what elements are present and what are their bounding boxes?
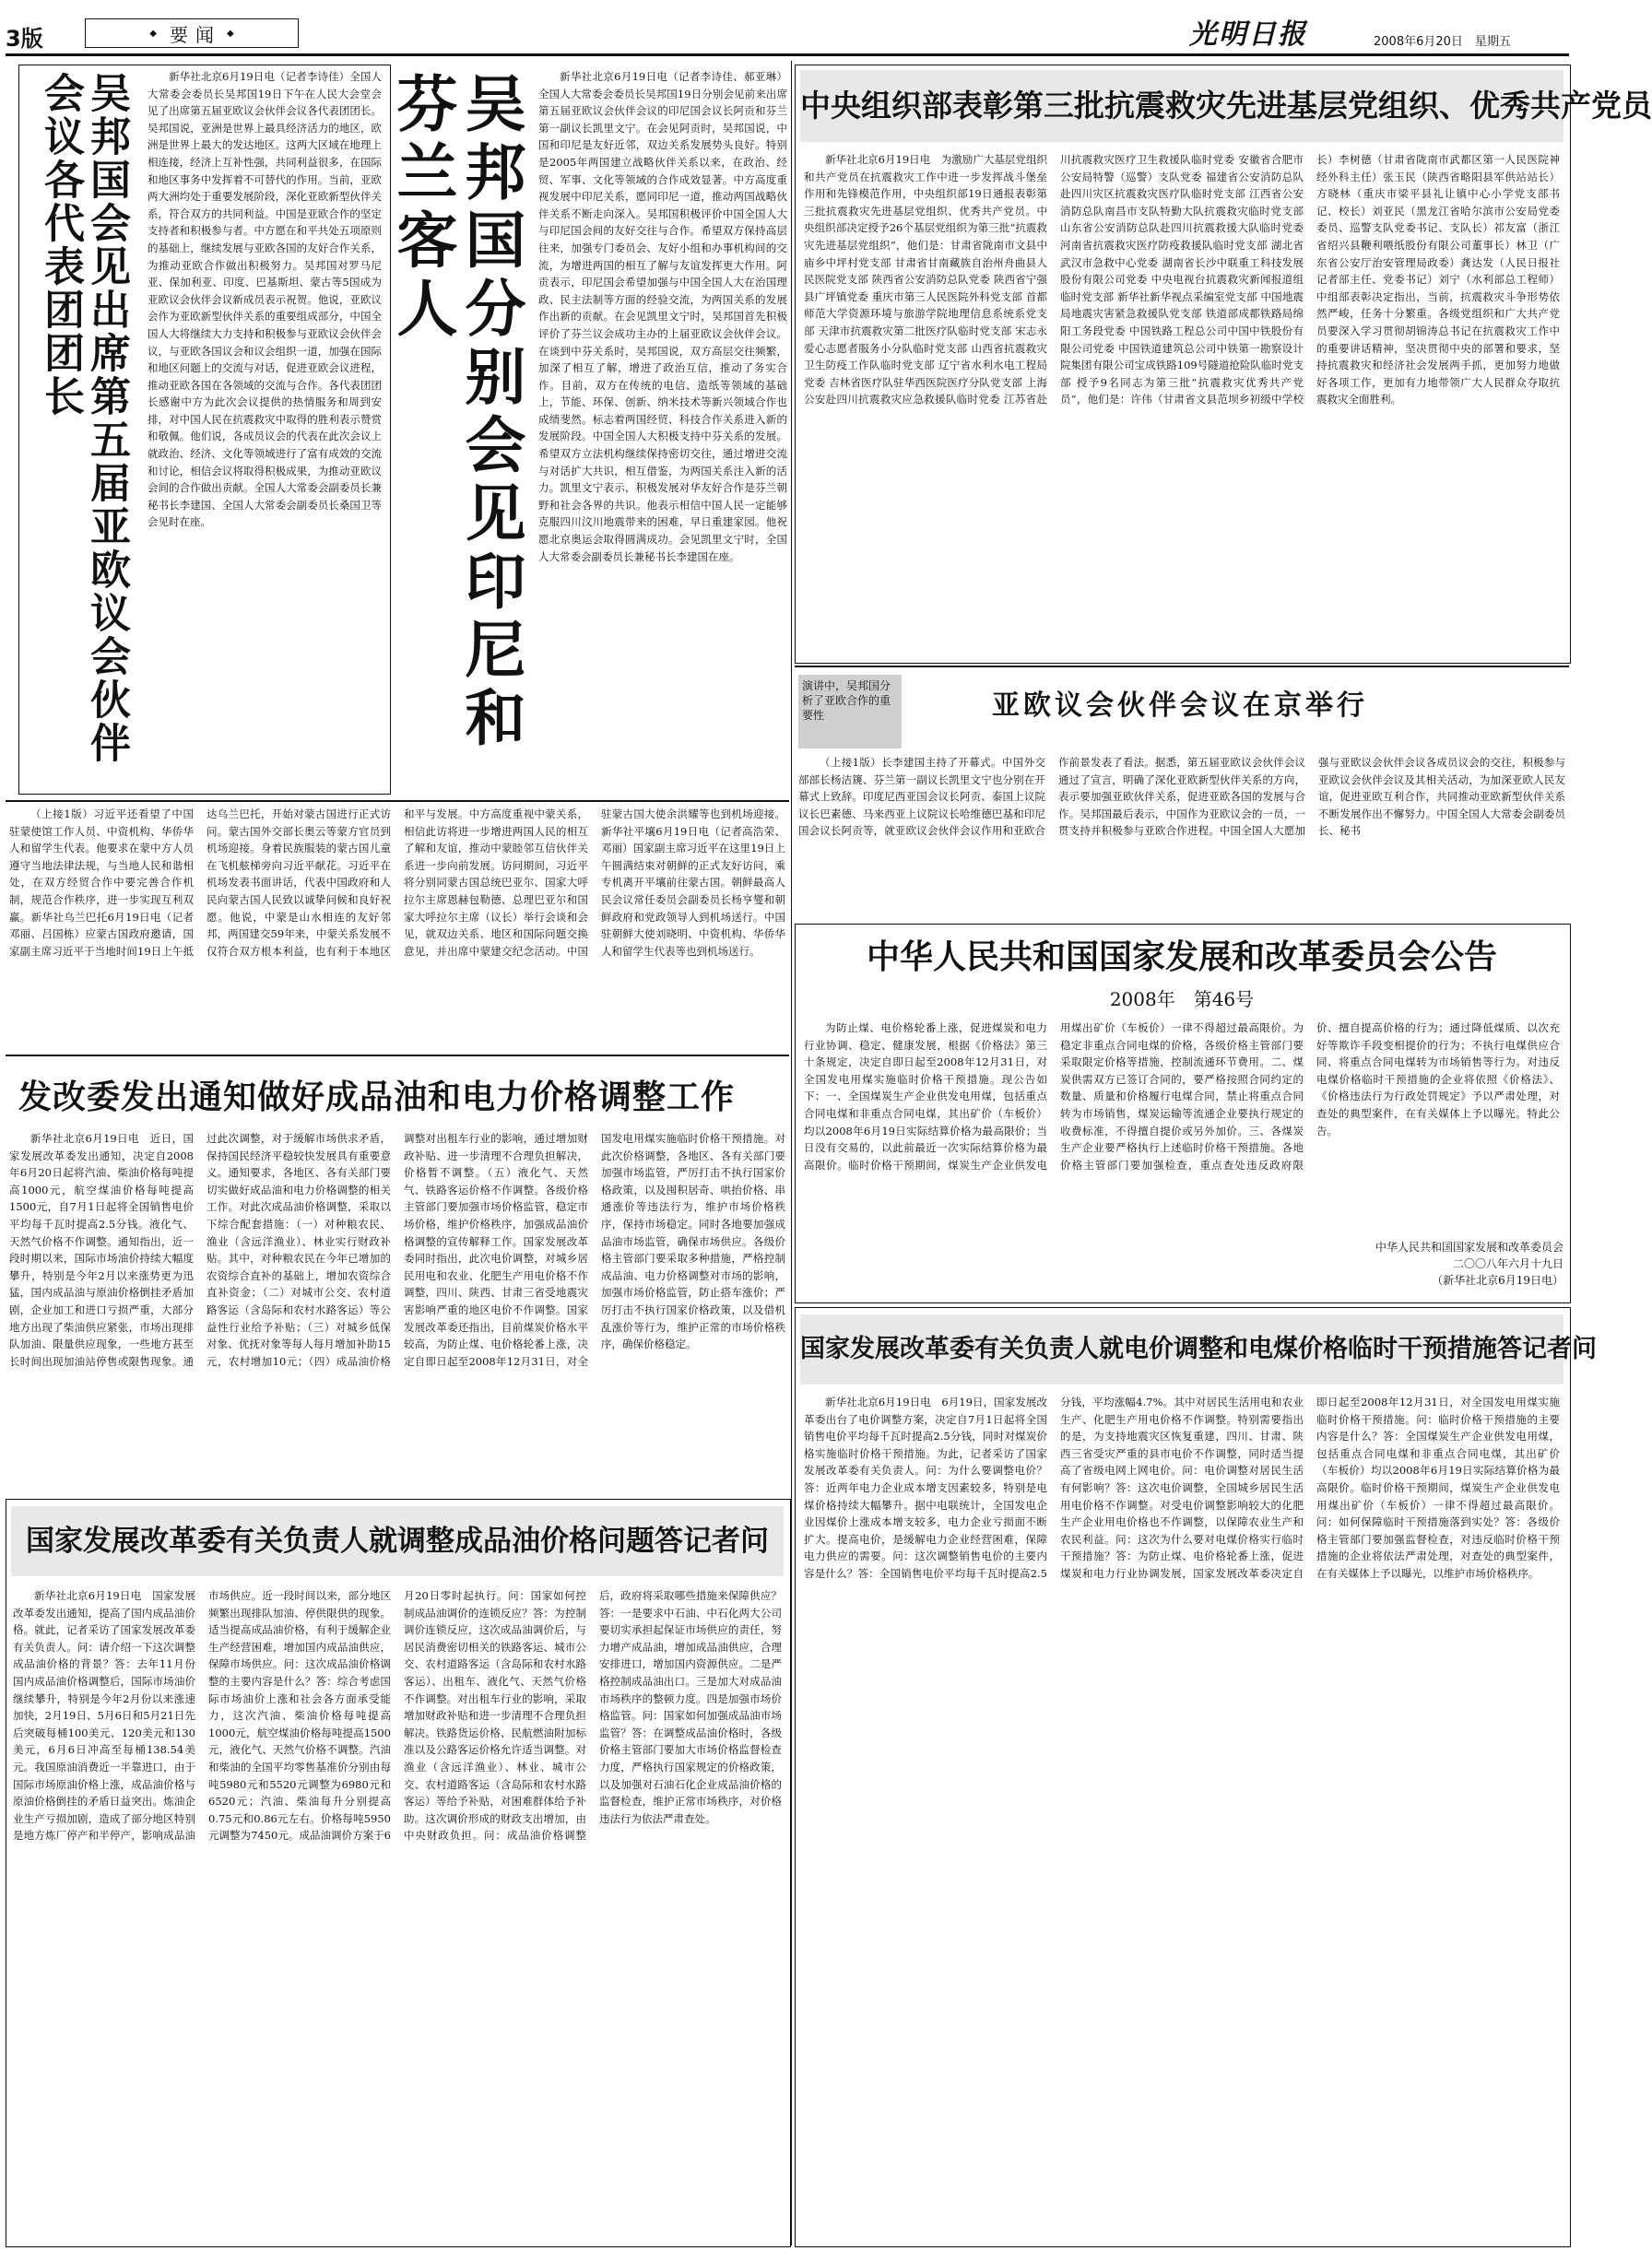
story8-text: 新华社北京6月19日电 国家发展改革委发出通知，提高了国内成品油价格。就此，记者采访了国家发展改革委有关负责人。问：请介绍一下这次调整成品油价格的背景？答：去年11月份国内成品油价格调整后，国际市场油价继续攀升，特别是今年2月份以来涨速加快，2月19日、5月6日和5月21日先后突破每桶100美元、120美元和130美元，6月6日冲高至每桶138.54美元。我国原油消费近一半靠进口，由于国际市场原油价格上涨，成品油价格与原油价格倒挂的矛盾日益突出。炼油企业生产亏损加剧，造成了部分地区特别是地方炼厂停产和半停产，影响成品油市场供应。近一段时间以来，部分地区频繁出现排队加油、停供限供的现象。适当提高成品油价格，有利于缓解企业生产经营困难，增加国内成品油供应，保障市场供应。问：这次成品油价格调整的主要内容是什么？答：综合考虑国际市场油价上涨和社会各方面承受能力，这次汽油、柴油价格每吨提高1000元，航空煤油价格每吨提高1500元，液化气、天然气价格不调整。汽油和柴油的全国平均零售基准价分别由每吨5980元和5520元调整为6980元和6520元；汽油、柴油每升分别提高0.75元和0.86元左右。价格每吨5950元调整为7450元。成品油调价方案于6月20日零时起执行。问：国家如何控制成品油调价的连锁反应？答：为控制调价连锁反应，这次成品油调价后，与居民消费密切相关的铁路客运、城市公交、农村道路客运（含岛际和农村水路客运）、出租车、液化气、天然气价格不作调整。对出租车行业的影响，采取增加财政补贴和进一步清理不合理负担解决。铁路货运价格、民航燃油附加标准以及公路客运价格允许适当调整。对渔业（含远洋渔业）、林业、城市公交、农村道路客运（含岛际和农村水路客运）等给予补贴，对困难群体给予补助。这次调价形成的财政支出增加，由中央财政负担。问：成品油价格调整后，政府将采取哪些措施来保障供应？答：一是要求中石油、中石化两大公司要切实承担起保证市场供应的责任，努力增产成品油，增加成品油供应，合理安排进口，增加国内资源供应。二是严格控制成品油出口。三是加大对成品油市场秩序的整顿力度。四是加强市场价格监管。问：国家如何加强成品油市场监管？答：在调整成品油价格时，各级价格主管部门要加大市场价格监督检查力度，严格执行国家规定的价格政策，以及加强对石油石化企业成品油价格的监督检查，维护正常市场秩序，对价格违法行为依法严肃查处。 — [13, 1589, 782, 1843]
story8-body — [13, 1587, 782, 2238]
story4-text: （上接1版）长李建国主持了开幕式。中国外交部部长杨洁篪、芬兰第一副议长凯里文宁也分别在开幕式上致辞。印度尼西亚国会议长阿贡、泰国上议院议长巴素德、马来西亚上议院议长哈维德巴基和印尼国会议长阿贡等，就亚欧议会伙伴会议作用和亚欧合作前景发表了看法。据悉，第五届亚欧议会伙伴会议通过了宣言，明确了深化亚欧新型伙伴关系的方向，表示要加强亚欧伙伴关系，促进亚欧各国的发展与合作。吴邦国最后表示，中国作为亚欧议会的一员，一贯支持并积极参与亚欧合作进程。中国全国人大愿加强与亚欧议会伙伴会议各成员议会的交往，积极参与亚欧议会伙伴会议及其相关活动，为加深亚欧人民友谊，促进亚欧互利合作，共同推动亚欧新型伙伴关系不断发展作出不懈努力。中国全国人大常委会副委员长、秘书 — [798, 756, 1565, 838]
story1-text: 新华社北京6月19日电（记者李诗佳）全国人大常委会委员长吴邦国19日下午在人民大会堂会见了出席第五届亚欧议会伙伴会议各代表团团长。吴邦国说，亚洲是世界上最具经济活力的地区，欧洲是世界上最大的发达地区。这两大区域在地理上相连接，经济上互补性强，共同利益很多，在国际和地区事务中发挥着不可替代的作用。当前，亚欧两大洲均处于重要发展阶段，深化亚欧新型伙伴关系，符合双方的共同利益。中国是亚欧合作的坚定支持者和积极参与者。中方愿在和平共处五项原则的基础上，继续发展与亚欧各国的友好合作关系，为推动亚欧合作做出积极努力。吴邦国对罗马尼亚、保加利亚、印度、巴基斯坦、蒙古等5国成为亚欧议会伙伴会议新成员表示祝贺。他说，亚欧议会作为亚欧新型伙伴关系的重要组成部分，中国全国人大将继续大力支持和积极参与亚欧议会伙伴会议，与亚欧各国议会和议会组织一道，加强在国际和地区问题上的交流与对话，促进亚欧会议进程，推动亚欧各国在各领域的交流与合作。各代表团团长感谢中方为此次会议提供的热情服务和周到安排，对中国人民在抗震救灾中取得的胜利表示赞赏和敬佩。他们说，各成员议会的代表在此次会议上就政治、经济、文化等领域进行了富有成效的交流和讨论，相信会议将取得积极成果，为推动亚欧议会间的合作做出贡献。全国人大常委会副委员长兼秘书长李建国、全国人大常委会副委员长桑国卫等会见时在座。 — [148, 70, 382, 529]
issue-date: 2008年6月20日 星期五 — [1374, 35, 1511, 49]
story9-body — [804, 1394, 1560, 2240]
story7-text: 新华社北京6月19日电 近日，国家发展改革委发出通知，决定自2008年6月20日起将汽油、柴油价格每吨提高1000元，航空煤油价格每吨提高1500元，自7月1日起将全国销售电价平均每千瓦时提高2.5分钱。液化气、天然气价格不作调整。通知指出，近一段时期以来，国际市场油价持续大幅度攀升，特别是今年2月以来涨势更为迅猛，国内成品油与原油价格倒挂矛盾加剧，企业加工和进口亏损严重，大部分地方出现了柴油供应紧张，市场出现排队加油、限量供应现象，一些地方甚至长时间出现加油站停售或限售现象。通过此次调整，对于缓解市场供求矛盾，保持国民经济平稳较快发展具有重要意义。通知要求，各地区、各有关部门要切实做好成品油和电力价格调整的相关工作。对此次成品油价格调整，采取以下综合配套措施：（一）对种粮农民、渔业（含远洋渔业）、林业实行财政补贴。其中，对种粮农民在今年已增加的农资综合直补的基础上，增加农资综合直补资金；（二）对城市公交、农村道路客运（含岛际和农村水路客运）等公益性行业给予补贴；（三）对城乡低保对象、优抚对象等每人每月增加补助15元，农村增加10元；（四）成品油价格调整对出租车行业的影响，通过增加财政补贴、进一步清理不合理负担解决，价格暂不调整。（五）液化气、天然气、铁路客运价格不作调整。各级价格主管部门要加强市场价格监管，稳定市场价格，维护价格秩序，加强成品油价格调整的宣传解释工作。国家发展改革委同时指出，此次电价调整，对城乡居民用电和农业、化肥生产用电价格不作调整，四川、陕西、甘肃三省受地震灾害影响严重的地区电价不作调整。国家发展改革委还指出，目前煤炭价格水平较高，为防止煤、电价格轮番上涨，决定自即日起至2008年12月31日，对全国发电用煤实施临时价格干预措施。对此次价格调整，各地区、各有关部门要加强市场监管，严厉打击不执行国家价格政策，以及囤积居奇、哄抬价格、串通涨价等违法行为，维护市场价格秩序，保持市场稳定。同时各地要加强成品油市场监管，确保市场供应。各级价格主管部门要采取多种措施，严格控制成品油、电力价格调整对市场的影响，加强市场价格监管，防止搭车涨价；严厉打击不执行国家价格政策，以及借机乱涨价等行为，维护正常的市场价格秩序，确保价格稳定。 — [9, 1132, 785, 1368]
story4-body — [798, 754, 1565, 920]
section-name: 要闻 — [170, 23, 221, 46]
story7-rule — [6, 1055, 789, 1056]
story7-body — [9, 1130, 785, 1490]
masthead — [0, 0, 1575, 53]
story6-signature — [1309, 1239, 1564, 1289]
story4-rule — [795, 666, 1569, 667]
story6-sign-source: （新华社北京6月19日电） — [1432, 1274, 1564, 1287]
story8-headline: 国家发展改革委有关负责人就调整成品油价格问题答记者问 — [11, 1506, 784, 1576]
story5-body — [9, 806, 785, 1051]
story4-photo — [798, 675, 902, 748]
story3-headline: 中央组织部表彰第三批抗震救灾先进基层党组织、优秀共产党员 — [800, 70, 1564, 142]
diamond-right-icon: ◆ — [227, 28, 234, 39]
story6-sign-org: 中华人民共和国国家发展和改革委员会 — [1375, 1241, 1564, 1254]
story3-body — [804, 151, 1560, 656]
story2-body — [538, 68, 787, 789]
story1-headline: 吴邦国会见出席第五届亚欧议会伙伴会议各代表团团长 — [37, 72, 130, 765]
story5-text: （上接1版）习近平还看望了中国驻蒙使馆工作人员、中资机构、华侨华人和留学生代表。他要求在蒙中方人员遵守当地法律法规，与当地人民和谐相处，在双方经贸合作中要完善合作机制，规范合作秩序，进一步实现互利双赢。新华社乌兰巴托6月19日电（记者邓丽、吕国栋）应蒙古国政府邀请，国家副主席习近平于当地时间19日上午抵达乌兰巴托，开始对蒙古国进行正式访问。蒙古国外交部长奥云等蒙方官员到机场迎接。身着民族服装的蒙古国儿童在飞机舷梯旁向习近平献花。习近平在机场发表书面讲话，代表中国政府和人民向蒙古国人民致以诚挚问候和良好祝愿。他说，中蒙是山水相连的友好邻邦，两国建交59年来，中蒙关系发展不仅符合双方根本利益，也有利于本地区和平与发展。中方高度重视中蒙关系，相信此访将进一步增进两国人民的相互了解和友谊，推动中蒙睦邻互信伙伴关系进一步向前发展。访问期间，习近平将分别同蒙古国总统巴亚尔、国家大呼拉尔主席恩赫包勒德、总理巴亚尔和国家大呼拉尔主席（议长）举行会谈和会见，就双边关系、地区和国际问题交换意见，并出席中蒙建交纪念活动。中国驻蒙古国大使余洪耀等也到机场迎接。新华社平壤6月19日电（记者高浩荣、邓丽）国家副主席习近平在这里19日上午圆满结束对朝鲜的正式友好访问，乘专机离开平壤前往蒙古国。朝鲜最高人民会议常任委员会副委员长杨亨燮和朝鲜政府和党政领导人到机场送行。中国驻朝鲜大使刘晓明、中资机构、华侨华人和留学生代表等也到机场送行。 — [9, 807, 785, 958]
story2-headline: 吴邦国分别会见印尼和芬兰客人 — [386, 72, 525, 754]
story3-text: 新华社北京6月19日电 为激励广大基层党组织和共产党员在抗震救灾工作中进一步发挥战斗堡垒作用和先锋模范作用，中央组织部19日通报表彰第三批抗震救灾先进基层党组织、优秀共产党员。中央组织部决定授予26个基层党组织为第三批“抗震救灾先进基层党组织”，他们是：甘肃省陇南市文县中庙乡中坪村党支部 甘肃省甘南藏族自治州舟曲县人民医院党支部 陕西省公安消防总队党委 陕西省宁强县广坪镇党委 重庆市第三人民医院外科党支部 首都师范大学资源环境与旅游学院地理信息系统系党支部 天津市抗震救灾第二批医疗队临时党支部 宋志永爱心志愿者服务小分队临时党支部 山西省抗震救灾卫生防疫工作队临时党支部 辽宁省水利水电工程局党委 吉林省医疗队驻华西医院医疗分队党支部 上海公安赴四川抗震救灾应急救援队临时党委 江苏省赴川抗震救灾医疗卫生救援队临时党委 安徽省合肥市公安局特警（巡警）支队党委 福建省公安消防总队赴四川灾区抗震救灾医疗队临时党支部 江西省公安消防总队南昌市支队特勤大队抗震救灾临时党支部 山东省公安消防总队赴四川抗震救援大队临时党委 河南省抗震救灾医疗防疫救援队临时党支部 湖北省武汉市急救中心党委 湖南省长沙中联重工科技发展股份有限公司党委 中央电视台抗震救灾新闻报道组临时党支部 新华社新华视点采编室党支部 中国地震局地震灾害紧急救援队党支部 铁道部成都铁路局绵阳工务段党委 中国铁路工程总公司中国中铁股份有限公司党委 中国铁道建筑总公司中铁第一勘察设计院集团有限公司宝成铁路109号隧道抢险队临时党支部 授予9名同志为第三批“抗震救灾优秀共产党员”，他们是：许伟（甘肃省文县范坝乡初级中学校长）李树德（甘肃省陇南市武都区第一人民医院神经外科主任）张玉民（陕西省略阳县军供站站长）方晓林（重庆市梁平县礼让镇中心小学党支部书记、校长）刘亚民（黑龙江省哈尔滨市公安局党委委员、巡警支队党委书记、支队长）祁友富（浙江省绍兴县鞭利喂纸股份有限公司董事长）林卫（广东省公安厅治安管理局政委）龚达发（人民日报社记者部主任、党委书记）刘宁（水利部总工程师）中组部表彰决定指出，当前，抗震救灾斗争形势依然严峻，任务十分繁重。各级党组织和广大共产党员要深入学习贯彻胡锦涛总书记在抗震救灾工作中的重要讲话精神，坚决贯彻中央的部署和要求，坚持抗震救灾和经济社会发展两手抓，更加努力地做好各项工作，更加有力地带领广大人民群众夺取抗震救灾全面胜利。 — [804, 153, 1560, 407]
story7-headline: 发改委发出通知做好成品油和电力价格调整工作 — [18, 1078, 736, 1116]
story9-headline: 国家发展改革委有关负责人就电价调整和电煤价格临时干预措施答记者问 — [800, 1314, 1564, 1385]
masthead-rule — [6, 53, 1569, 56]
story2-text: 新华社北京6月19日电（记者李诗佳、郝亚琳）全国人大常委会委员长吴邦国19日分别会见前来出席第五届亚欧议会伙伴会议的印尼国会议长阿贡和芬兰第一副议长凯里文宁。在会见阿贡时，吴邦国说，中国和印尼是友好近邻，双边关系发展势头良好。特别是2005年两国建立战略伙伴关系以来，在政治、经贸、军事、文化等领域的合作成效显著。中方高度重视发展中印尼关系，愿同印尼一道，推动两国战略伙伴关系不断走向深入。吴邦国积极评价中国全国人大与印尼国会间的友好交往与合作。希望双方保持高层往来，加强专门委员会、友好小组和办事机构间的交流，为增进两国的相互了解与友谊发挥更大作用。阿贡表示，印尼国会希望加强与中国全国人大在治国理政、民主法制等方面的经验交流，为两国关系的发展作出新的贡献。在会见凯里文宁时，吴邦国首先积极评价了芬兰议会成功主办的上届亚欧议会伙伴会议。在谈到中芬关系时，吴邦国说，双方高层交往频繁，加深了相互了解，增进了政治互信，推动了务实合作。目前，双方在传统的电信、造纸等领域的基础上，节能、环保、创新、纳米技术等新兴领域合作也成绩斐然。标志着两国经贸、科技合作关系进入新的发展阶段。中国全国人大积极支持中芬关系的发展。希望双方立法机构继续保持密切交往，通过增进交流与对话扩大共识，相互借鉴，为两国关系注入新的活力。凯里文宁表示，积极发展对华友好合作是芬兰朝野和社会各界的共识。他表示相信中国人民一定能够克服四川汶川地震带来的困难，早日重建家园。他祝愿北京奥运会取得圆满成功。会见凯里文宁时，全国人大常委会副委员长兼秘书长李建国在座。 — [538, 70, 787, 563]
story9-text: 新华社北京6月19日电 6月19日，国家发展改革委出台了电价调整方案，决定自7月1日起将全国销售电价平均每千瓦时提高2.5分钱，同时对煤炭价格实施临时价格干预措施。为此，记者采访了国家发展改革委有关负责人。问：为什么要调整电价？答：近两年电力企业成本增支因素较多，特别是电煤价格持续大幅攀升。据中电联统计，全国发电企业因煤价上涨成本增支较多，电力企业亏损面不断扩大。提高电价，是缓解电力企业经营困难，保障电力供应的需要。问：这次调整销售电价的主要内容是什么？答：全国销售电价平均每千瓦时提高2.5分钱，平均涨幅4.7%。其中对居民生活用电和农业生产、化肥生产用电价格不作调整。特别需要指出的是，为支持地震灾区恢复重建，四川、甘肃、陕西三省受灾严重的县市电价不作调整，同时适当提高了省级电网上网电价。问：电价调整对居民生活有何影响？答：这次电价调整，全国城乡居民生活用电价格不作调整。对受电价调整影响较大的化肥生产企业用电价格也不作调整，以保障农业生产和农民利益。问：这次为什么要对电煤价格实行临时干预措施？答：为防止煤、电价格轮番上涨，促进煤炭和电力行业协调发展，国家发展改革委决定自即日起至2008年12月31日，对全国发电用煤实施临时价格干预措施。问：临时价格干预措施的主要内容是什么？答：全国煤炭生产企业供发电用煤，包括重点合同电煤和非重点合同电煤，其出矿价（车板价）均以2008年6月19日实际结算价格为最高限价。临时价格干预期间，煤炭生产企业供发电用煤出矿价（车板价）一律不得超过最高限价。问：如何保障临时干预措施落到实处？答：各级价格主管部门要加强监督检查，对违反临时价格干预措施的企业将依法严肃处理，对查处的典型案件，在有关媒体上予以曝光，以维护市场价格秩序。 — [804, 1396, 1560, 1580]
page-number: 3版 — [6, 26, 43, 52]
story5-rule — [6, 800, 789, 802]
section-label — [85, 18, 299, 48]
story6-body — [804, 1019, 1560, 1232]
story6-subhead: 2008年 第46号 — [1109, 988, 1255, 1010]
story6-headline: 中华人民共和国国家发展和改革委员会公告 — [866, 938, 1497, 976]
story4-headline: 亚欧议会伙伴会议在京举行 — [992, 689, 1368, 722]
diamond-left-icon: ◆ — [149, 28, 157, 39]
story1-body — [148, 68, 382, 789]
main-column-divider — [791, 61, 792, 2245]
story6-sign-date: 二〇〇八年六月十九日 — [1452, 1257, 1564, 1270]
story4-caption: 演讲中，吴邦国分析了亚欧合作的重要性 — [802, 679, 891, 722]
paper-name: 光明日报 — [1189, 18, 1307, 51]
story6-text: 为防止煤、电价格轮番上涨，促进煤炭和电力行业协调、稳定、健康发展，根据《价格法》第三十条规定，决定自即日起至2008年12月31日，对全国发电用煤实施临时价格干预措施。现公告如下：一、全国煤炭生产企业供发电用煤，包括重点合同电煤和非重点合同电煤，其出矿价（车板价）均以2008年6月19日实际结算价格为最高限价；当日没有交易的，以此前最近一次实际结算价格为最高限价。临时价格干预期间，煤炭生产企业供发电用煤出矿价（车板价）一律不得超过最高限价。为稳定非重点合同电煤的价格，各级价格主管部门要采取限定价格等措施，控制流通环节费用。二、煤炭供需双方已签订合同的，要严格按照合同约定的数量、质量和价格履行电煤合同，禁止将重点合同转为市场销售，煤炭运输等流通企业要执行规定的收费标准，不得擅自提价或另外加价。三、各煤炭生产企业要严格执行上述临时价格干预措施。各地价格主管部门要加强检查，重点查处违反政府限价、擅自提高价格的行为；通过降低煤质、以次充好等欺诈手段变相提价的行为；不执行电煤供应合同、将重点合同电煤转为市场销售等行为。对违反电煤价格临时干预措施的企业将依照《价格法》、《价格违法行为行政处罚规定》予以严肃处理，对查处的典型案件，在有关媒体上予以曝光。特此公告。 — [804, 1021, 1560, 1172]
